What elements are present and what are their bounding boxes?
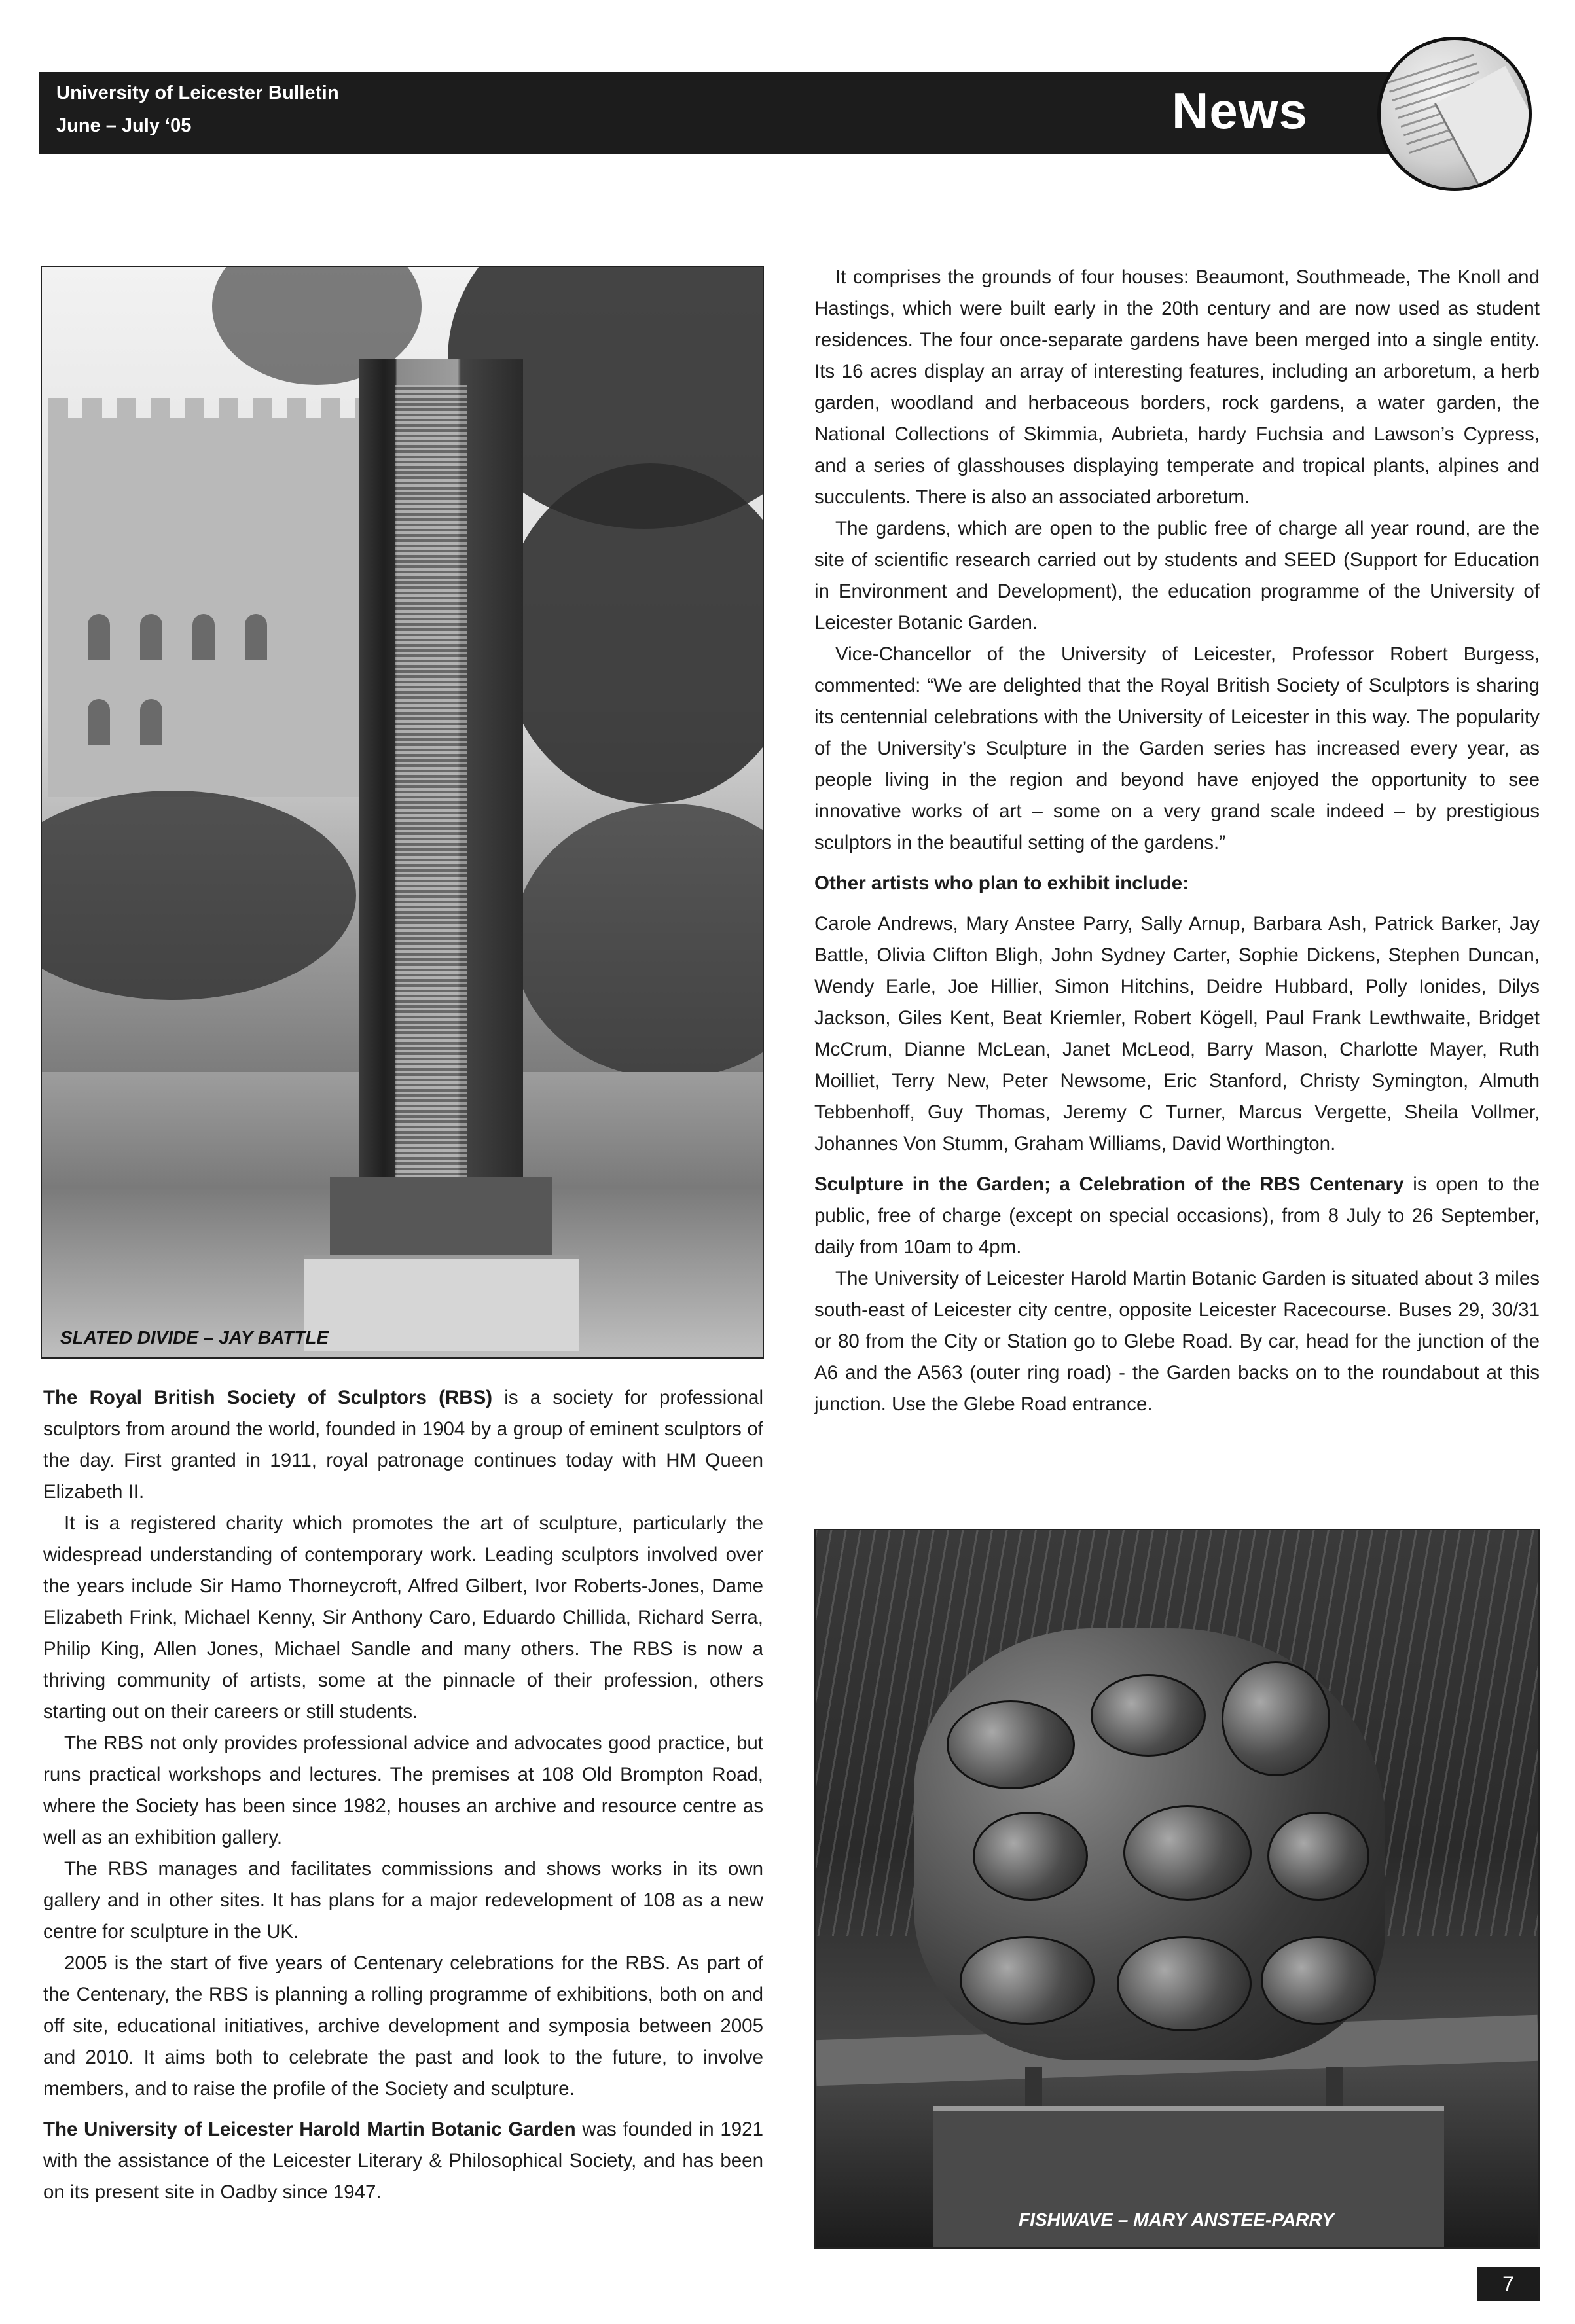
- section-title: News: [1172, 82, 1308, 139]
- right-column-text: [814, 262, 1540, 1420]
- photo-slated-divide: [41, 266, 764, 1359]
- paragraph: The RBS manages and facilitates commissions and shows works in its own gallery and in other sites. It has plans for a major redevelopment of 108 as a new centre for sculpture in the UK.: [43, 1858, 763, 1942]
- paragraph: The University of Leicester Harold Martin Botanic Garden is situated about 3 miles south-east of Leicester city centre, opposite Leicester Racecourse. Buses 29, 30/31 or 80 from the City or Station go to Glebe Road. By car, head for the junction of the A6 and the A563 (outer ring road) - the Garden backs on to the roundabout at this junction. Use the Glebe Road entrance.: [814, 1268, 1540, 1415]
- castle-illustration: [48, 418, 376, 797]
- newspaper-badge-icon: [1377, 37, 1532, 191]
- rbs-heading: The Royal British Society of Sculptors (RBS): [43, 1387, 493, 1408]
- paragraph: It comprises the grounds of four houses: Beaumont, Southmeade, The Knoll and Hastings, which were built early in the 20th century and are now used as student residences. The four once-separate gardens have been merged into a single entity. Its 16 acres display an array of interesting features, including an arboretum, a herb garden, woodland and herbaceous borders, rock gardens, a water garden, the National Collections of Skimmia, Aubrieta, hardy Fuchsia and Lawson’s Cypress, and a series of glasshouses displaying temperate and tropical plants, alpines and succulents. There is also an associated arboretum.: [814, 266, 1540, 508]
- photo-fishwave: [814, 1529, 1540, 2249]
- artists-subheading: Other artists who plan to exhibit include:: [814, 872, 1189, 894]
- paragraph: The gardens, which are open to the public free of charge all year round, are the site of scientific research carried out by students and SEED (Support for Education in Environment and Development), the education programme of the University of Leicester Botanic Garden.: [814, 518, 1540, 634]
- issue-date: June – July ‘05: [56, 115, 192, 136]
- header-bar: [39, 72, 1499, 154]
- exhibition-heading: Sculpture in the Garden; a Celebration of the RBS Centenary: [814, 1173, 1404, 1195]
- paragraph: The University of Leicester Harold Martin Botanic Garden was founded in 1921 with the assistance of the Leicester Literary & Philosophical Society, and has been on its present site in Oadby since 1947.: [43, 2118, 763, 2203]
- artists-list: Carole Andrews, Mary Anstee Parry, Sally Arnup, Barbara Ash, Patrick Barker, Jay Battle, Olivia Clifton Bligh, John Sydney Carter, Sophie Dickens, Stephen Duncan, Wendy Earle, Joe Hillier, Simon Hitchins, Deidre Hubbard, Polly Ionides, Dilys Jackson, Giles Kent, Beat Kriemler, Robert Kögell, Paul Frank Lewthwaite, Bridget McCrum, Dianne McLean, Janet McLeod, Barry Mason, Charlotte Mayer, Ruth Moilliet, Terry New, Peter Newsome, Eric Stanford, Christy Symington, Almuth Tebbenhoff, Guy Thomas, Jeremy C Turner, Marcus Vergette, Sheila Vollmer, Johannes Von Stumm, Graham Williams, David Worthington.: [814, 913, 1540, 1154]
- paragraph: It is a registered charity which promotes the art of sculpture, particularly the widespread understanding of contemporary work. Leading sculptors involved over the years include Sir Hamo Thorneycroft, Alfred Gilbert, Ivor Roberts-Jones, Dame Elizabeth Frink, Michael Kenny, Sir Anthony Caro, Eduardo Chillida, Richard Serra, Philip King, Allen Jones, Michael Sandle and many others. The RBS is now a thriving community of artists, some at the pinnacle of their profession, others starting out on their careers or still students.: [43, 1512, 763, 1723]
- paragraph: Sculpture in the Garden; a Celebration of the RBS Centenary is open to the public, free of charge (except on special occasions), from 8 July to 26 September, daily from 10am to 4pm.: [814, 1173, 1540, 1258]
- paragraph: The RBS not only provides professional advice and advocates good practice, but runs practical workshops and lectures. The premises at 108 Old Brompton Road, where the Society has been since 1982, houses an archive and resource centre as well as an exhibition gallery.: [43, 1732, 763, 1848]
- page-number: 7: [1477, 2267, 1540, 2301]
- photo1-caption: SLATED DIVIDE – JAY BATTLE: [60, 1327, 329, 1348]
- photo2-caption: FISHWAVE – MARY ANSTEE-PARRY: [1019, 2209, 1334, 2230]
- paragraph: The Royal British Society of Sculptors (RBS) is a society for professional sculptors from around the world, founded in 1904 by a group of eminent sculptors of the day. First granted in 1911, royal patronage continues today with HM Queen Elizabeth II.: [43, 1387, 764, 1503]
- paragraph: Vice-Chancellor of the University of Leicester, Professor Robert Burgess, commented: “We are delighted that the Royal British Society of Sculptors is sharing its centennial celebrations with the University of Leicester in this way. The popularity of the University’s Sculpture in the Garden series has increased every year, as people living in the region and beyond have enjoyed the opportunity to see innovative works of art – some on a very grand scale indeed – by prestigious sculptors in the beautiful setting of the gardens.”: [814, 643, 1540, 853]
- left-column-text: [43, 1382, 763, 2208]
- garden-heading: The University of Leicester Harold Martin Botanic Garden: [43, 2118, 576, 2140]
- paragraph: 2005 is the start of five years of Centenary celebrations for the RBS. As part of the Centenary, the RBS is planning a rolling programme of exhibitions, both on and off site, educational initiatives, archive development and symposia between 2005 and 2010. It aims both to celebrate the past and look to the future, to involve members, and to raise the profile of the Society and sculpture.: [43, 1952, 763, 2100]
- publication-title: University of Leicester Bulletin: [56, 82, 339, 103]
